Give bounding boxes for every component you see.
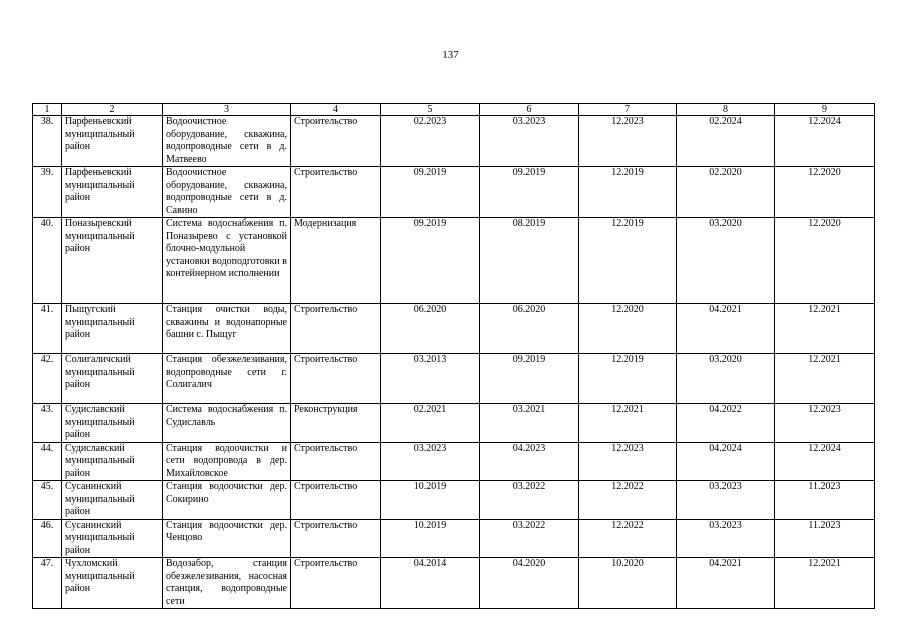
date-cell-5: 06.2020	[381, 304, 480, 354]
date-cell-7: 12.2022	[579, 481, 677, 520]
date-cell-8: 03.2020	[677, 218, 775, 304]
column-number-5: 5	[381, 104, 480, 116]
work-type-cell: Строительство	[291, 116, 381, 167]
date-cell-9: 12.2023	[775, 404, 875, 443]
column-number-6: 6	[480, 104, 579, 116]
date-cell-7: 10.2020	[579, 558, 677, 609]
date-cell-9: 12.2024	[775, 116, 875, 167]
object-cell: Станция водоочистки и сети водопровода в дер. Михайловское	[163, 442, 291, 481]
date-cell-5: 04.2014	[381, 558, 480, 609]
date-cell-6: 04.2020	[480, 558, 579, 609]
date-cell-8: 04.2021	[677, 558, 775, 609]
table-row	[33, 354, 875, 404]
district-cell: Поназыревский муниципальный район	[62, 218, 163, 304]
table-row	[33, 519, 875, 558]
object-cell: Система водоснабжения п. Судиславль	[163, 404, 291, 443]
column-number-2: 2	[62, 104, 163, 116]
date-cell-5: 09.2019	[381, 218, 480, 304]
district-cell: Чухломский муниципальный район	[62, 558, 163, 609]
work-type-cell: Строительство	[291, 558, 381, 609]
date-cell-8: 04.2024	[677, 442, 775, 481]
row-number: 44.	[33, 442, 62, 481]
date-cell-5: 02.2023	[381, 116, 480, 167]
work-type-cell: Реконструкция	[291, 404, 381, 443]
object-cell: Станция очистки воды, скважины и водонапорные башни с. Пыщуг	[163, 304, 291, 354]
work-type-cell: Строительство	[291, 354, 381, 404]
work-type-cell: Строительство	[291, 304, 381, 354]
row-number: 46.	[33, 519, 62, 558]
table-header	[33, 104, 875, 116]
work-type-cell: Строительство	[291, 519, 381, 558]
object-cell: Станция обезжелезивания, водопроводные сети г. Солигалич	[163, 354, 291, 404]
date-cell-7: 12.2019	[579, 167, 677, 218]
date-cell-7: 12.2020	[579, 304, 677, 354]
column-number-9: 9	[775, 104, 875, 116]
date-cell-7: 12.2021	[579, 404, 677, 443]
date-cell-6: 03.2021	[480, 404, 579, 443]
object-cell: Водоочистное оборудование, скважина, водопроводные сети в д. Савино	[163, 167, 291, 218]
date-cell-9: 11.2023	[775, 481, 875, 520]
header-row	[33, 104, 875, 116]
date-cell-7: 12.2023	[579, 442, 677, 481]
district-cell: Сусанинский муниципальный район	[62, 481, 163, 520]
page-number: 137	[442, 49, 459, 61]
table-row	[33, 404, 875, 443]
date-cell-5: 03.2013	[381, 354, 480, 404]
date-cell-9: 12.2020	[775, 218, 875, 304]
table-row	[33, 116, 875, 167]
table-row	[33, 558, 875, 609]
row-number: 39.	[33, 167, 62, 218]
date-cell-9: 12.2020	[775, 167, 875, 218]
object-cell: Станция водоочистки дер. Ченцово	[163, 519, 291, 558]
date-cell-8: 04.2021	[677, 304, 775, 354]
date-cell-8: 04.2022	[677, 404, 775, 443]
object-cell: Станция водоочистки дер. Сокирино	[163, 481, 291, 520]
date-cell-8: 03.2023	[677, 481, 775, 520]
object-cell: Водозабор, станция обезжелезивания, насосная станция, водопроводные сети	[163, 558, 291, 609]
row-number: 40.	[33, 218, 62, 304]
object-cell: Система водоснабжения п. Поназырево с установкой блочно-модульной установки водоподготовки в контейнерном исполнении	[163, 218, 291, 304]
date-cell-9: 12.2021	[775, 304, 875, 354]
table-body	[33, 116, 875, 609]
date-cell-8: 02.2024	[677, 116, 775, 167]
district-cell: Пыщугский муниципальный район	[62, 304, 163, 354]
district-cell: Сусанинский муниципальный район	[62, 519, 163, 558]
district-cell: Судиславский муниципальный район	[62, 442, 163, 481]
date-cell-9: 12.2021	[775, 558, 875, 609]
date-cell-5: 03.2023	[381, 442, 480, 481]
row-number: 38.	[33, 116, 62, 167]
date-cell-6: 03.2022	[480, 481, 579, 520]
date-cell-5: 02.2021	[381, 404, 480, 443]
date-cell-6: 08.2019	[480, 218, 579, 304]
district-cell: Судиславский муниципальный район	[62, 404, 163, 443]
district-cell: Парфеньевский муниципальный район	[62, 116, 163, 167]
table-row	[33, 218, 875, 304]
date-cell-7: 12.2022	[579, 519, 677, 558]
table-row	[33, 167, 875, 218]
column-number-8: 8	[677, 104, 775, 116]
date-cell-6: 09.2019	[480, 167, 579, 218]
date-cell-9: 12.2024	[775, 442, 875, 481]
date-cell-8: 03.2023	[677, 519, 775, 558]
date-cell-9: 11.2023	[775, 519, 875, 558]
date-cell-6: 03.2022	[480, 519, 579, 558]
table-row	[33, 442, 875, 481]
row-number: 47.	[33, 558, 62, 609]
date-cell-5: 10.2019	[381, 481, 480, 520]
table-row	[33, 481, 875, 520]
date-cell-7: 12.2019	[579, 354, 677, 404]
date-cell-7: 12.2023	[579, 116, 677, 167]
column-number-3: 3	[163, 104, 291, 116]
table-row	[33, 304, 875, 354]
work-type-cell: Строительство	[291, 167, 381, 218]
date-cell-5: 09.2019	[381, 167, 480, 218]
row-number: 41.	[33, 304, 62, 354]
date-cell-6: 06.2020	[480, 304, 579, 354]
district-cell: Парфеньевский муниципальный район	[62, 167, 163, 218]
column-number-1: 1	[33, 104, 62, 116]
work-type-cell: Строительство	[291, 442, 381, 481]
date-cell-8: 02.2020	[677, 167, 775, 218]
schedule-table	[32, 103, 875, 609]
row-number: 45.	[33, 481, 62, 520]
district-cell: Солигаличский муниципальный район	[62, 354, 163, 404]
date-cell-6: 04.2023	[480, 442, 579, 481]
date-cell-5: 10.2019	[381, 519, 480, 558]
column-number-7: 7	[579, 104, 677, 116]
object-cell: Водоочистное оборудование, скважина, водопроводные сети в д. Матвеево	[163, 116, 291, 167]
work-type-cell: Модернизация	[291, 218, 381, 304]
date-cell-8: 03.2020	[677, 354, 775, 404]
date-cell-7: 12.2019	[579, 218, 677, 304]
column-number-4: 4	[291, 104, 381, 116]
date-cell-6: 03.2023	[480, 116, 579, 167]
date-cell-6: 09.2019	[480, 354, 579, 404]
date-cell-9: 12.2021	[775, 354, 875, 404]
row-number: 42.	[33, 354, 62, 404]
row-number: 43.	[33, 404, 62, 443]
work-type-cell: Строительство	[291, 481, 381, 520]
